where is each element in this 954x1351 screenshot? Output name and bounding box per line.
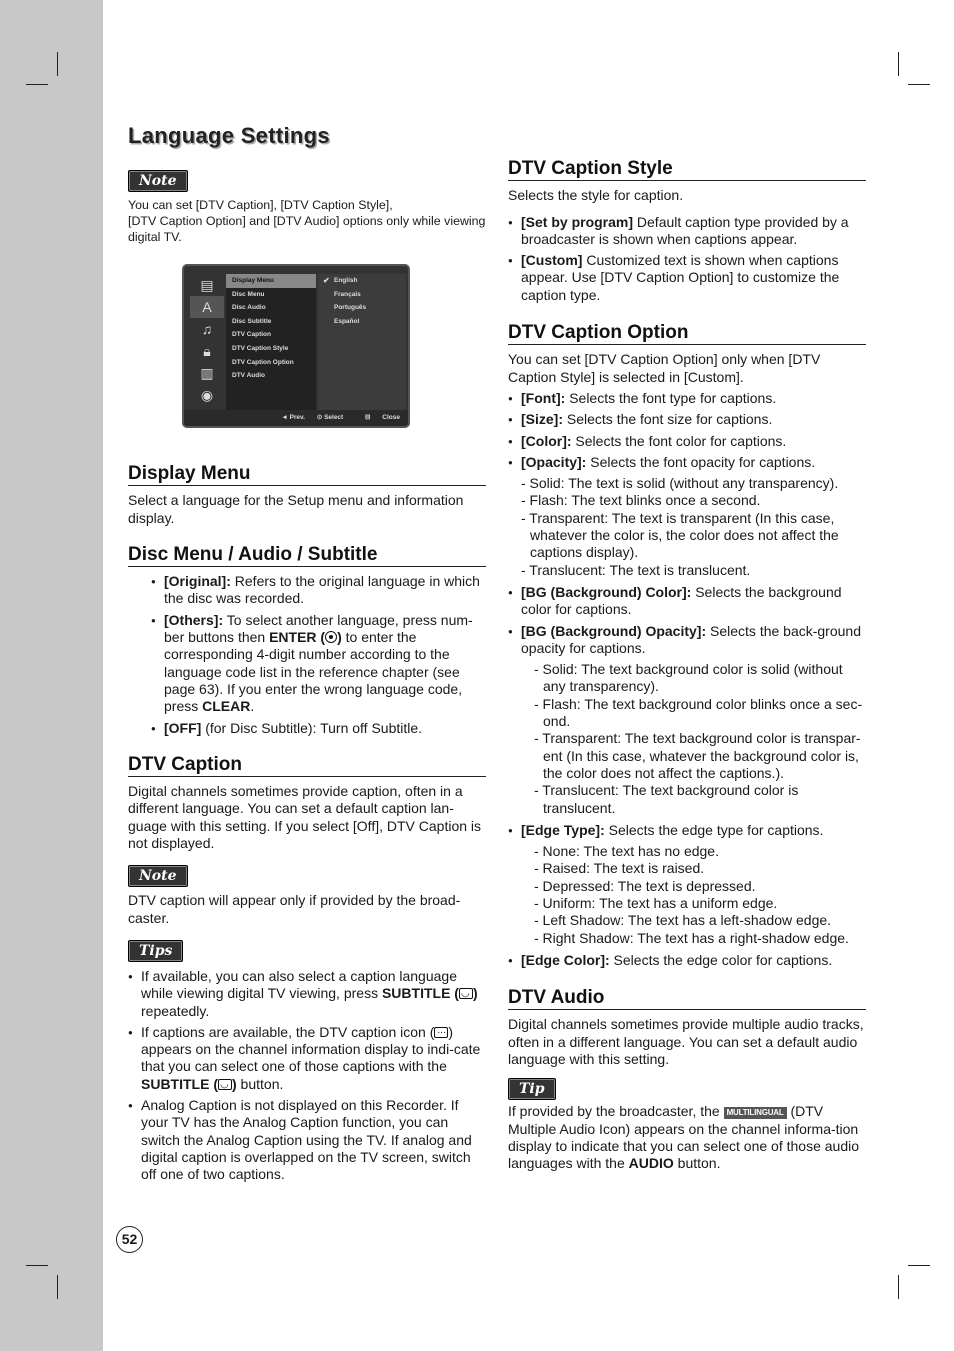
osd-help-bar xyxy=(184,410,408,426)
sub-item: - None: The text has no edge. xyxy=(534,843,719,860)
subtitle-label: SUBTITLE ( xyxy=(141,1075,218,1092)
osd-item-dtv-caption-option[interactable]: DTV Caption Option xyxy=(232,358,294,366)
osd-item-disc-audio[interactable]: Disc Audio xyxy=(232,304,266,312)
crop-mark xyxy=(57,1275,58,1299)
size-text: Selects the font size for captions. xyxy=(563,411,773,428)
bgopacity-sublist xyxy=(521,661,866,817)
crop-mark xyxy=(898,52,899,76)
tips-badge: Tips xyxy=(128,940,183,962)
size-label: [Size]: xyxy=(521,411,563,428)
multilingual-icon: MULTILINGUAL xyxy=(724,1107,787,1119)
edgetype-text: Selects the edge type for captions. xyxy=(604,821,824,838)
osd-option-portugues[interactable] xyxy=(318,301,406,315)
list-item xyxy=(508,214,866,249)
subtitle-icon xyxy=(218,1079,232,1090)
list-item xyxy=(508,623,866,817)
opacity-text: Selects the font opacity for captions. xyxy=(586,453,816,470)
edgecolor-label: [Edge Color]: xyxy=(521,951,610,968)
original-label: [Original]: xyxy=(164,573,231,590)
audio-label: AUDIO xyxy=(628,1155,674,1172)
dtv-caption-text: Digital channels sometimes provide caption, often in a different language. You can set a default caption lan-guage with this setting. If you select [Off], DTV Caption is not displayed. xyxy=(128,783,482,852)
tip-text-mid: (DTV Multiple Audio Icon) appears on the channel informa-tion display to indicate that you can select one of those audio languages with the xyxy=(508,1103,860,1172)
edgecolor-text: Selects the edge color for captions. xyxy=(609,951,833,968)
tip2-text: If captions are available, the DTV caption icon ( xyxy=(141,1023,435,1040)
custom-text: Customized text is shown when captions appear. Use [DTV Caption Option] to customize the caption type. xyxy=(521,252,840,303)
tip1-text-end: repeatedly. xyxy=(141,1002,210,1019)
color-text: Selects the font color for captions. xyxy=(571,432,787,449)
sub-item: - Flash: The text blinks once a second. xyxy=(521,492,761,509)
list-item xyxy=(508,822,866,947)
caption-option-list xyxy=(508,390,866,969)
off-text: (for Disc Subtitle): Turn off Subtitle. xyxy=(201,719,423,736)
sub-item: - Flash: The text background color blinks once a sec-ond. xyxy=(534,695,863,730)
sub-item: - Transparent: The text background color is transpar-ent (In this case, whatever the background color is, the color does not affect the captions.). xyxy=(534,730,861,781)
top-note-line2: [DTV Caption Option] and [DTV Audio] options only while viewing digital TV. xyxy=(128,214,486,244)
option-label: Français xyxy=(334,290,361,298)
tip2-text-end: button. xyxy=(236,1075,284,1092)
osd-option-espanol[interactable] xyxy=(318,315,406,329)
sub-item: - Left Shadow: The text has a left-shadow edge. xyxy=(534,912,832,929)
list-item xyxy=(508,584,866,619)
list-item xyxy=(508,454,866,579)
opacity-label: [Opacity]: xyxy=(521,453,587,470)
list-item xyxy=(151,720,486,737)
close-label: Close xyxy=(382,414,400,421)
sub-item: - Translucent: The text background color is translucent. xyxy=(534,782,799,816)
list-item xyxy=(508,252,866,304)
font-text: Selects the font type for captions. xyxy=(565,389,777,406)
list-item xyxy=(508,390,866,407)
osd-menu-list xyxy=(226,274,316,410)
enter-icon xyxy=(325,631,337,643)
off-label: [OFF] xyxy=(164,719,202,736)
bgopacity-text: Selects the back-ground opacity for captions. xyxy=(521,622,861,656)
select-hint: ⊙ Select xyxy=(316,414,344,421)
check-icon: ✔ xyxy=(323,276,330,285)
osd-item-dtv-audio[interactable]: DTV Audio xyxy=(232,372,265,380)
list-item xyxy=(508,433,866,450)
dtv-audio-text: Digital channels sometimes provide multiple audio tracks, often in a different language. You can set a default audio language with this setting. xyxy=(508,1016,864,1068)
dtv-caption-heading: DTV Caption xyxy=(128,756,486,777)
close-hint xyxy=(355,414,400,421)
sub-item: - Right Shadow: The text has a right-shadow edge. xyxy=(534,929,849,946)
sub-item: - Translucent: The text is translucent. xyxy=(521,561,751,578)
list-item xyxy=(151,573,486,608)
tip3-text: Analog Caption is not displayed on this Recorder. If your TV has the Analog Caption function, you can switch the Analog Caption using the TV. If analog and digital caption is overlapped on the TV screen, switch off one of two captions. xyxy=(141,1097,472,1183)
set-label: [Set by program] xyxy=(521,213,634,230)
page-title: Language Settings xyxy=(128,123,330,148)
set-text: Default caption type provided by a broadcaster is shown when captions appear. xyxy=(521,213,849,247)
period: . xyxy=(250,698,255,715)
list-item xyxy=(128,1024,486,1093)
note-badge: Note xyxy=(128,865,188,887)
dtv-audio-tip xyxy=(508,1103,866,1172)
dtv-caption-note: DTV caption will appear only if provided by the broad-caster. xyxy=(128,892,461,926)
subtitle-close: ) xyxy=(232,1075,237,1092)
note-block xyxy=(128,865,486,887)
font-label: [Font]: xyxy=(521,389,566,406)
tip-badge: Tip xyxy=(508,1078,556,1100)
sub-item: - Raised: The text is raised. xyxy=(534,860,705,877)
caption-icon xyxy=(434,1027,448,1038)
film-icon: ▥ xyxy=(200,365,214,381)
tip-block xyxy=(508,1078,866,1100)
sub-item: - Uniform: The text has a uniform edge. xyxy=(534,894,778,911)
enter-label: ENTER ( xyxy=(269,629,326,646)
crop-mark xyxy=(898,1275,899,1299)
osd-option-francais[interactable] xyxy=(318,288,406,302)
opacity-sublist xyxy=(508,475,866,579)
list-item xyxy=(508,952,866,969)
caption-style-list xyxy=(508,214,866,304)
right-column xyxy=(508,160,866,1173)
tip-text: If provided by the broadcaster, the xyxy=(508,1103,724,1120)
tips-block xyxy=(128,940,486,962)
option-label: Português xyxy=(334,304,367,312)
lock-icon: 🔒︎ xyxy=(203,343,211,359)
edge-sublist xyxy=(521,843,866,947)
sub-item: - Transparent: The text is transparent (In this case, whatever the color is, the color does not affect the captions display). xyxy=(521,509,839,561)
caption-option-intro: You can set [DTV Caption Option] only when [DTV Caption Style] is selected in [Custom]. xyxy=(508,351,821,385)
display-menu-heading: Display Menu xyxy=(128,465,486,486)
osd-item-disc-menu[interactable]: Disc Menu xyxy=(232,290,265,298)
osd-item-display-menu[interactable]: Display Menu xyxy=(226,274,316,288)
dtv-audio-heading: DTV Audio xyxy=(508,989,866,1010)
top-note-line1: You can set [DTV Caption], [DTV Caption Style], xyxy=(128,198,393,212)
list-item xyxy=(128,968,486,1020)
note-badge: Note xyxy=(128,170,188,192)
caption-style-intro: Selects the style for caption. xyxy=(508,187,684,204)
disc-icon: ▤ xyxy=(200,277,214,293)
prev-hint: ◄ Prev. xyxy=(281,414,305,421)
language-icon: A xyxy=(190,296,224,318)
crop-mark xyxy=(26,1265,48,1266)
caption-style-heading: DTV Caption Style xyxy=(508,160,866,181)
original-text: Refers to the original language in which the disc was recorded. xyxy=(164,573,480,607)
others-label: [Others]: xyxy=(164,611,224,628)
caption-option-heading: DTV Caption Option xyxy=(508,324,866,345)
bgopacity-label: [BG (Background) Opacity]: xyxy=(521,622,707,639)
subtitle-label: SUBTITLE ( xyxy=(381,985,459,1002)
tips-list xyxy=(128,968,486,1184)
osd-item-dtv-caption[interactable]: DTV Caption xyxy=(232,331,271,339)
subtitle-icon xyxy=(459,988,473,999)
setup-menu-screenshot xyxy=(182,264,410,428)
enter-close: ) xyxy=(337,629,342,646)
osd-option-list xyxy=(318,274,406,410)
tip1-text: If available, you can also select a caption language while viewing digital TV viewing, press xyxy=(141,967,457,1002)
dtv-icon: ◉ xyxy=(200,387,214,403)
crop-mark xyxy=(908,1265,930,1266)
option-label: Español xyxy=(334,317,360,325)
page-number: 52 xyxy=(116,1226,143,1253)
color-label: [Color]: xyxy=(521,432,572,449)
osd-icon-column xyxy=(190,274,224,410)
list-item xyxy=(128,1097,486,1183)
edgetype-label: [Edge Type]: xyxy=(521,821,605,838)
display-menu-text: Select a language for the Setup menu and information display. xyxy=(128,492,464,526)
sub-item: - Depressed: The text is depressed. xyxy=(534,877,756,894)
osd-option-english[interactable] xyxy=(318,274,406,288)
crop-mark xyxy=(57,52,58,76)
disc-menu-list xyxy=(128,573,486,737)
custom-label: [Custom] xyxy=(521,252,583,269)
close-icon: ⊟ xyxy=(365,414,371,421)
tip2-text-mid: ) appears on the channel information display to indi-cate that you can select one of those captions with the xyxy=(141,1023,481,1075)
bgcolor-text: Selects the background color for captions. xyxy=(521,583,842,618)
crop-mark xyxy=(908,84,930,85)
disc-menu-heading: Disc Menu / Audio / Subtitle xyxy=(128,546,486,567)
subtitle-close: ) xyxy=(472,985,478,1002)
others-text2: to enter the corresponding 4-digit number according to the language code list in the reference chapter (see page 63). If you enter the wrong language code, press xyxy=(164,629,463,715)
option-label: English xyxy=(334,277,358,284)
top-note xyxy=(128,197,486,245)
sub-item: - Solid: The text background color is solid (without any transparency). xyxy=(534,661,843,695)
crop-mark xyxy=(26,84,48,85)
side-strip xyxy=(0,0,103,1351)
osd-item-disc-subtitle[interactable]: Disc Subtitle xyxy=(232,317,272,325)
bgcolor-label: [BG (Background) Color]: xyxy=(521,583,692,600)
audio-icon: ♫ xyxy=(201,321,213,337)
list-item xyxy=(151,612,486,716)
sub-item: - Solid: The text is solid (without any transparency). xyxy=(521,475,839,492)
list-item xyxy=(508,411,866,428)
tip-text-end: button. xyxy=(673,1155,721,1172)
clear-label: CLEAR xyxy=(202,698,251,715)
others-text: To select another language, press num-ber buttons then xyxy=(164,611,473,646)
osd-item-dtv-caption-style[interactable]: DTV Caption Style xyxy=(232,344,289,352)
